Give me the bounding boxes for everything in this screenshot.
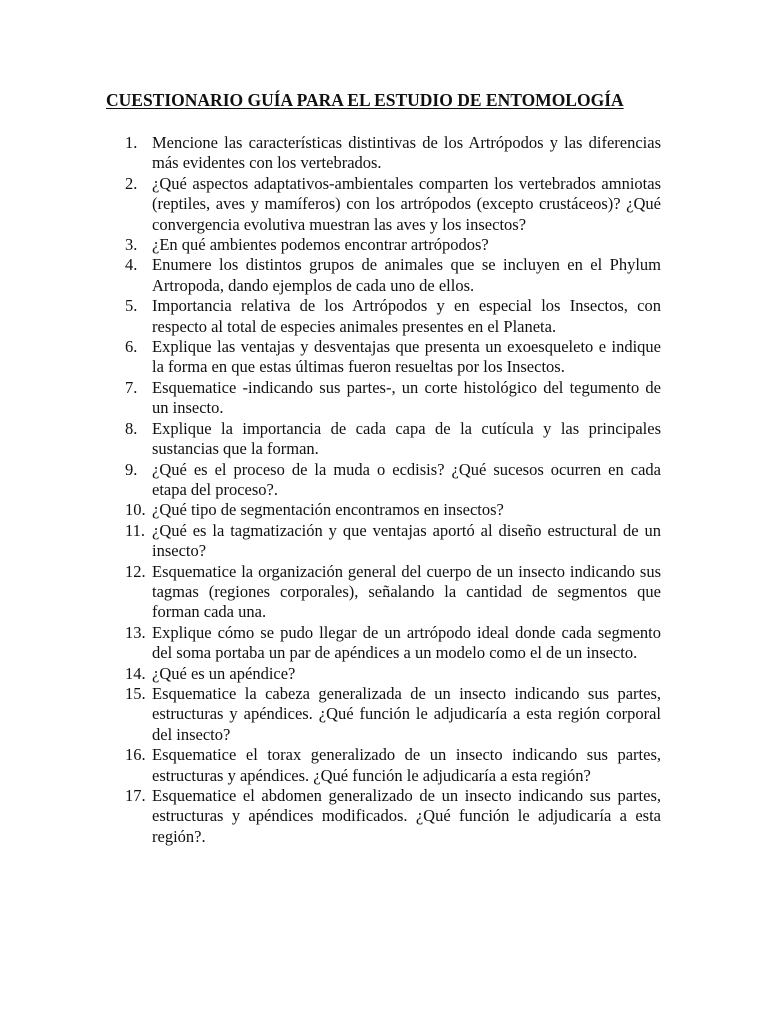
question-text: ¿Qué es el proceso de la muda o ecdisis? ¿Qué sucesos ocurren en cada etapa del proceso?. <box>152 459 661 499</box>
question-text: ¿Qué aspectos adaptativos-ambientales comparten los vertebrados amniotas (reptiles, aves y mamíferos) con los artrópodos (excepto crustáceos)? ¿Qué convergencia evolutiva muestran las aves y los insectos? <box>152 173 661 234</box>
question-number: 2. <box>125 173 138 193</box>
question-list <box>125 133 661 847</box>
question-number: 3. <box>125 235 138 255</box>
question-item-11 <box>125 521 661 562</box>
question-text: ¿Qué es la tagmatización y que ventajas aportó al diseño estructural de un insecto? <box>152 520 661 561</box>
question-text: Explique la importancia de cada capa de la cutícula y las principales sustancias que la forman. <box>152 418 661 459</box>
question-text: Esquematice -indicando sus partes-, un corte histológico del tegumento de un insecto. <box>152 377 661 418</box>
question-item-7 <box>125 378 661 419</box>
question-item-12 <box>125 562 661 623</box>
question-text: Mencione las características distintivas de los Artrópodos y las diferencias más evidentes con los vertebrados. <box>152 133 661 173</box>
question-number: 14. <box>125 663 146 683</box>
question-item-13 <box>125 623 661 664</box>
question-text: Esquematice el abdomen generalizado de un insecto indicando sus partes, estructuras y apéndices modificados. ¿Qué función le adjudicaría a esta región?. <box>152 786 661 846</box>
question-text: Importancia relativa de los Artrópodos y en especial los Insectos, con respecto al total de especies animales presentes en el Planeta. <box>152 296 661 336</box>
question-item-2 <box>125 174 661 235</box>
question-number: 10. <box>125 500 146 520</box>
question-item-5 <box>125 296 661 337</box>
question-text: Esquematice la cabeza generalizada de un insecto indicando sus partes, estructuras y apéndices. ¿Qué función le adjudicaría a esta región corporal del insecto? <box>152 683 661 744</box>
question-item-4 <box>125 255 661 296</box>
question-text: ¿En qué ambientes podemos encontrar artrópodos? <box>152 235 489 255</box>
question-text: Esquematice la organización general del cuerpo de un insecto indicando sus tagmas (regiones corporales), señalando la cantidad de segmentos que forman cada una. <box>152 561 661 622</box>
question-number: 8. <box>125 418 138 438</box>
question-text: Esquematice el torax generalizado de un insecto indicando sus partes, estructuras y apéndices. ¿Qué función le adjudicaría a esta región? <box>152 745 661 785</box>
question-number: 4. <box>125 255 138 275</box>
question-item-3 <box>125 235 661 255</box>
question-item-9 <box>125 460 661 501</box>
question-number: 11. <box>125 520 146 540</box>
question-number: 9. <box>125 459 138 479</box>
question-number: 5. <box>125 296 138 316</box>
question-text: ¿Qué tipo de segmentación encontramos en insectos? <box>152 500 504 520</box>
page-title: CUESTIONARIO GUÍA PARA EL ESTUDIO DE ENTOMOLOGÍA <box>106 90 624 110</box>
question-number: 12. <box>125 561 146 581</box>
question-item-14 <box>125 664 661 684</box>
question-item-16 <box>125 745 661 786</box>
question-number: 16. <box>125 745 146 765</box>
question-number: 15. <box>125 683 146 703</box>
question-number: 7. <box>125 377 138 397</box>
question-text: Explique cómo se pudo llegar de un artrópodo ideal donde cada segmento del soma portaba un par de apéndices a un modelo como el de un insecto. <box>152 622 661 663</box>
question-item-6 <box>125 337 661 378</box>
question-item-10 <box>125 500 661 520</box>
question-number: 1. <box>125 133 138 152</box>
question-number: 17. <box>125 786 146 805</box>
question-number: 6. <box>125 337 138 357</box>
question-text: Explique las ventajas y desventajas que presenta un exoesqueleto e indique la forma en que estas últimas fueron resueltas por los Insectos. <box>152 337 661 377</box>
question-item-15 <box>125 684 661 745</box>
question-text: Enumere los distintos grupos de animales que se incluyen en el Phylum Artropoda, dando ejemplos de cada uno de ellos. <box>152 255 661 295</box>
question-text: ¿Qué es un apéndice? <box>152 663 296 683</box>
question-item-8 <box>125 419 661 460</box>
question-number: 13. <box>125 622 146 642</box>
question-item-17 <box>125 786 661 847</box>
question-item-1 <box>125 133 661 174</box>
